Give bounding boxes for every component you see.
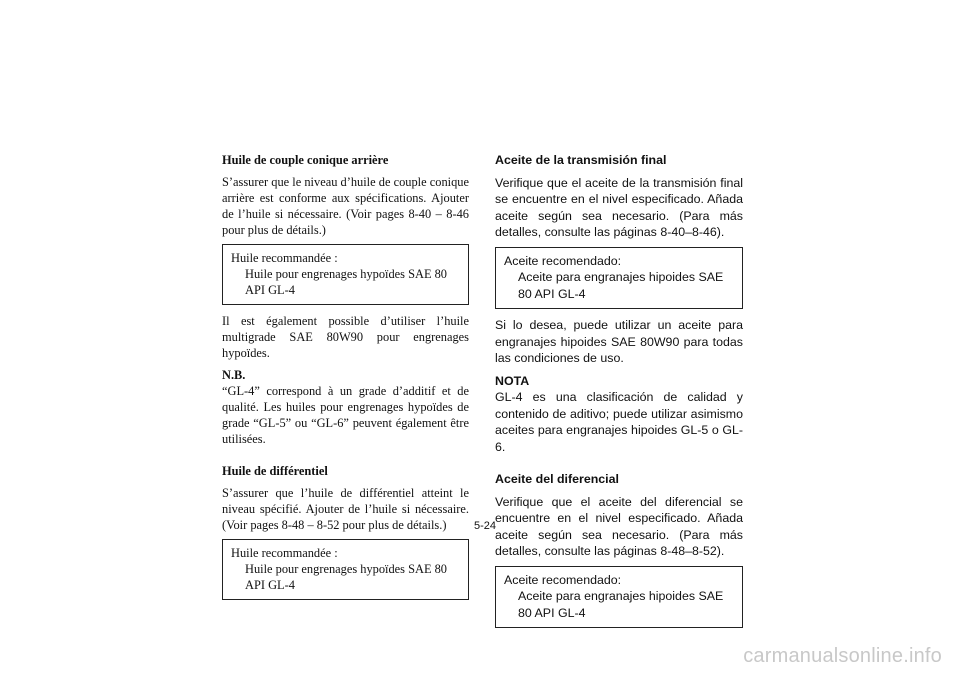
- spanish-box1-label: Aceite recomendado:: [504, 253, 622, 268]
- french-section1-heading: Huile de couple conique arrière: [222, 153, 389, 167]
- spanish-box2-value: Aceite para engranajes hipoides SAE 80 API GL-4: [518, 589, 724, 620]
- spanish-column: [495, 152, 743, 636]
- french-paragraph2: Il est également possible d’utiliser l’huile multigrade SAE 80W90 pour engrenages hypoïdes.: [222, 314, 469, 360]
- french-box1-value: Huile pour engrenages hypoïdes SAE 80 API GL-4: [245, 267, 447, 297]
- spanish-section1-heading: Aceite de la transmisión final: [495, 153, 667, 167]
- spanish-paragraph2: Si lo desea, puede utilizar un aceite para engranajes hipoides SAE 80W90 para todas las condiciones de uso.: [495, 318, 743, 365]
- french-note-heading: N.B.: [222, 368, 246, 382]
- spanish-box1-value: Aceite para engranajes hipoides SAE 80 API GL-4: [518, 270, 724, 301]
- page-number: 5-24: [474, 520, 497, 532]
- french-box2-label: Huile recommandée :: [231, 546, 338, 560]
- spanish-note-heading: NOTA: [495, 373, 530, 388]
- watermark: carmanualsonline.info: [743, 645, 942, 667]
- french-note-text: “GL-4” correspond à un grade d’additif et de qualité. Les huiles pour engrenages hypoïdes de grade “GL-5” ou “GL-6” peuvent également être utilisées.: [222, 384, 469, 446]
- spanish-section2-text: Verifique que el aceite del diferencial se encuentre en el nivel especificado. Añada aceite según sea necesario. (Para más detalles, consulte las páginas 8-48–8-52).: [495, 494, 743, 558]
- french-column: [222, 152, 469, 608]
- french-recommended-oil-box-2: [222, 539, 469, 600]
- french-box1-label: Huile recommandée :: [231, 251, 338, 265]
- spanish-recommended-oil-box-1: [495, 247, 743, 310]
- spanish-section2-heading: Aceite del diferencial: [495, 472, 619, 486]
- spanish-section1-text: Verifique que el aceite de la transmisión final se encuentre en el nivel especificado. Añada aceite según sea necesario. (Para más detalles, consulte las páginas 8-40–8-46).: [495, 175, 743, 239]
- french-section2-heading: Huile de différentiel: [222, 464, 328, 478]
- french-section2-text: S’assurer que l’huile de différentiel atteint le niveau spécifié. Ajouter de l’huile si nécessaire. (Voir pages 8-48 – 8-52 pour plus de détails.): [222, 486, 469, 532]
- spanish-box2-label: Aceite recomendado:: [504, 572, 622, 587]
- french-recommended-oil-box-1: [222, 244, 469, 305]
- spanish-note-text: GL-4 es una clasificación de calidad y contenido de aditivo; puede utilizar asimismo aceites para engranajes hipoides GL-5 o GL-6.: [495, 390, 743, 454]
- spanish-recommended-oil-box-2: [495, 566, 743, 629]
- french-section1-text: S’assurer que le niveau d’huile de couple conique arrière est conforme aux spécifications. Ajouter de l’huile si nécessaire. (Voir pages 8-40 – 8-46 pour plus de détails.): [222, 175, 469, 237]
- french-box2-value: Huile pour engrenages hypoïdes SAE 80 API GL-4: [245, 562, 447, 592]
